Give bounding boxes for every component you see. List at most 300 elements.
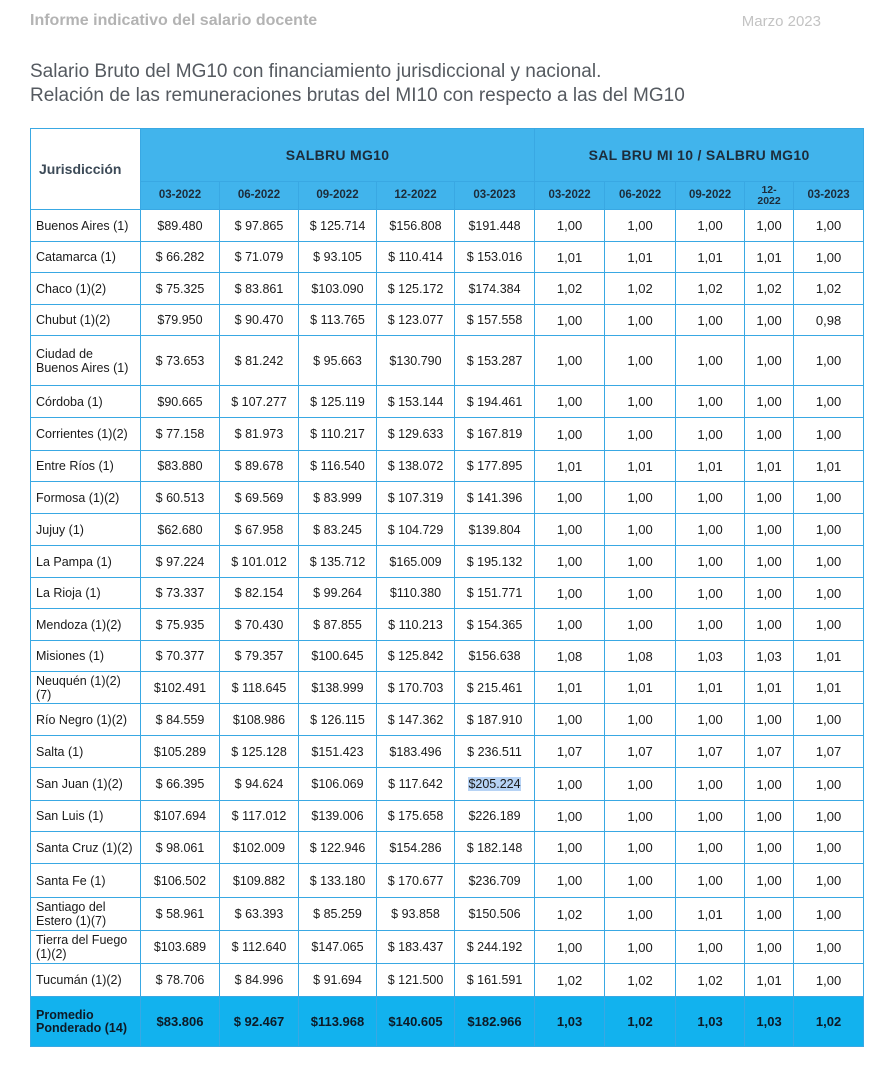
salary-cell xyxy=(141,546,220,578)
ratio-cell: 1,02 xyxy=(605,273,676,305)
average-salary-cell: $83.806 xyxy=(141,997,220,1047)
salary-cell xyxy=(377,704,455,736)
salary-cell xyxy=(377,210,455,242)
ratio-cell: 1,00 xyxy=(745,931,794,964)
salary-value: $ 82.154 xyxy=(234,586,284,600)
salary-value: $ 107.277 xyxy=(231,394,287,409)
salary-value: $ 141.396 xyxy=(466,490,523,505)
salary-value: $62.680 xyxy=(157,522,203,537)
salary-cell xyxy=(377,768,455,801)
salary-cell xyxy=(377,736,455,768)
salary-value: $ 67.958 xyxy=(234,522,284,537)
salary-cell xyxy=(299,864,377,898)
salary-cell xyxy=(220,609,299,641)
ratio-cell: 0,98 xyxy=(794,305,864,336)
ratio-cell: 1,01 xyxy=(605,451,676,482)
salary-cell xyxy=(141,964,220,997)
ratio-cell: 1,01 xyxy=(605,242,676,273)
ratio-cell: 1,07 xyxy=(794,736,864,768)
report-title: Informe indicativo del salario docente xyxy=(30,12,318,29)
ratio-group-header: SAL BRU MI 10 / SALBRU MG10 xyxy=(535,129,864,182)
salary-value: $100.645 xyxy=(311,649,364,663)
table-row xyxy=(31,336,864,386)
salary-value: $ 170.677 xyxy=(387,873,444,888)
salary-cell xyxy=(377,832,455,864)
salary-cell xyxy=(141,210,220,242)
salary-value: $ 116.540 xyxy=(310,459,365,473)
salary-cell xyxy=(377,546,455,578)
table-row xyxy=(31,546,864,578)
table-row xyxy=(31,931,864,964)
average-salary-cell: $113.968 xyxy=(299,997,377,1047)
salary-date-header: 03-2023 xyxy=(455,182,535,210)
salary-cell xyxy=(141,736,220,768)
salary-cell xyxy=(141,801,220,832)
salary-value: $ 110.217 xyxy=(310,427,365,441)
salary-cell xyxy=(377,482,455,514)
salary-cell xyxy=(455,386,535,418)
salary-cell xyxy=(455,482,535,514)
table-row xyxy=(31,386,864,418)
ratio-cell: 1,02 xyxy=(676,964,745,997)
table-row xyxy=(31,672,864,704)
salary-value: $110.380 xyxy=(389,586,442,600)
ratio-cell: 1,00 xyxy=(676,704,745,736)
salary-value: $ 97.865 xyxy=(234,218,284,233)
salary-value: $ 110.213 xyxy=(388,617,443,632)
ratio-cell: 1,00 xyxy=(794,609,864,641)
jurisdiction-name: Corrientes (1)(2) xyxy=(31,418,141,451)
ratio-cell: 1,02 xyxy=(794,273,864,305)
ratio-cell: 1,00 xyxy=(676,931,745,964)
ratio-cell: 1,00 xyxy=(535,386,605,418)
salary-value: $139.804 xyxy=(468,522,521,537)
salary-value: $156.638 xyxy=(468,649,521,663)
salary-group-header: SALBRU MG10 xyxy=(141,129,535,182)
jurisdiction-name: Salta (1) xyxy=(31,736,141,768)
salary-cell xyxy=(141,242,220,273)
salary-cell xyxy=(299,242,377,273)
salary-cell xyxy=(377,386,455,418)
salary-cell xyxy=(455,546,535,578)
salary-value: $ 125.128 xyxy=(231,744,287,759)
salary-value: $183.496 xyxy=(389,744,442,759)
ratio-cell: 1,00 xyxy=(745,386,794,418)
salary-value: $ 151.771 xyxy=(466,586,523,600)
ratio-cell: 1,01 xyxy=(676,242,745,273)
salary-value: $ 63.393 xyxy=(234,907,284,921)
salary-cell xyxy=(299,210,377,242)
ratio-cell: 1,00 xyxy=(676,418,745,451)
salary-value: $ 147.362 xyxy=(387,712,444,727)
salary-cell xyxy=(455,336,535,386)
salary-value: $147.065 xyxy=(311,940,364,954)
ratio-cell: 1,00 xyxy=(745,514,794,546)
ratio-cell: 1,00 xyxy=(676,210,745,242)
average-ratio-cell: 1,03 xyxy=(676,997,745,1047)
salary-value: $103.689 xyxy=(153,940,207,954)
salary-value: $ 183.437 xyxy=(387,940,444,954)
salary-cell xyxy=(299,482,377,514)
salary-cell xyxy=(455,273,535,305)
jurisdiction-name: Tucumán (1)(2) xyxy=(31,964,141,997)
salary-cell xyxy=(377,801,455,832)
ratio-cell: 1,01 xyxy=(745,451,794,482)
ratio-cell: 1,08 xyxy=(535,641,605,672)
jurisdiction-name: Río Negro (1)(2) xyxy=(31,704,141,736)
salary-cell xyxy=(299,273,377,305)
ratio-cell: 1,00 xyxy=(794,578,864,609)
salary-cell xyxy=(141,482,220,514)
salary-cell xyxy=(141,273,220,305)
salary-value: $ 113.765 xyxy=(310,313,365,327)
ratio-cell: 1,00 xyxy=(676,482,745,514)
jurisdiction-name: Córdoba (1) xyxy=(31,386,141,418)
ratio-cell: 1,00 xyxy=(794,768,864,801)
salary-value: $ 125.714 xyxy=(309,218,366,233)
salary-value: $165.009 xyxy=(389,554,442,569)
ratio-cell: 1,00 xyxy=(794,336,864,386)
ratio-cell: 1,00 xyxy=(745,578,794,609)
salary-value: $ 66.282 xyxy=(155,250,205,264)
salary-cell xyxy=(299,609,377,641)
salary-cell xyxy=(299,514,377,546)
salary-cell xyxy=(377,578,455,609)
ratio-cell: 1,00 xyxy=(794,832,864,864)
salary-cell xyxy=(141,609,220,641)
salary-cell xyxy=(220,305,299,336)
ratio-cell: 1,00 xyxy=(605,931,676,964)
jurisdiction-name: Mendoza (1)(2) xyxy=(31,609,141,641)
salary-value: $154.286 xyxy=(389,840,442,855)
salary-value: $ 69.569 xyxy=(234,490,284,505)
salary-value: $106.069 xyxy=(311,777,364,791)
ratio-cell: 1,00 xyxy=(535,305,605,336)
average-salary-cell: $140.605 xyxy=(377,997,455,1047)
salary-cell xyxy=(299,418,377,451)
salary-value: $ 73.337 xyxy=(155,586,205,600)
salary-value: $150.506 xyxy=(468,907,521,921)
salary-value: $ 60.513 xyxy=(155,490,205,505)
salary-cell xyxy=(141,898,220,931)
salary-cell xyxy=(299,931,377,964)
table-row xyxy=(31,898,864,931)
salary-value: $ 107.319 xyxy=(387,490,444,505)
salary-value: $ 58.961 xyxy=(155,907,205,921)
salary-cell xyxy=(141,704,220,736)
salary-value: $107.694 xyxy=(153,809,207,823)
salary-cell xyxy=(377,242,455,273)
jurisdiction-name: San Juan (1)(2) xyxy=(31,768,141,801)
salary-cell xyxy=(455,242,535,273)
salary-value: $138.999 xyxy=(311,680,364,695)
salary-value: $ 71.079 xyxy=(234,250,284,264)
salary-value: $ 117.012 xyxy=(231,809,287,823)
salary-cell xyxy=(299,898,377,931)
ratio-cell: 1,00 xyxy=(605,418,676,451)
salary-value: $130.790 xyxy=(389,353,442,368)
jurisdiction-name: La Pampa (1) xyxy=(31,546,141,578)
ratio-cell: 1,00 xyxy=(745,305,794,336)
salary-value: $ 170.703 xyxy=(387,680,444,695)
jurisdiction-name: Chubut (1)(2) xyxy=(31,305,141,336)
ratio-cell: 1,01 xyxy=(676,672,745,704)
salary-cell xyxy=(377,641,455,672)
salary-value: $ 83.999 xyxy=(313,490,362,505)
ratio-cell: 1,00 xyxy=(745,482,794,514)
salary-cell xyxy=(299,386,377,418)
jurisdiction-name: Entre Ríos (1) xyxy=(31,451,141,482)
jurisdiction-name: San Luis (1) xyxy=(31,801,141,832)
salary-cell xyxy=(141,418,220,451)
salary-cell xyxy=(377,672,455,704)
ratio-cell: 1,00 xyxy=(605,801,676,832)
ratio-cell: 1,00 xyxy=(745,832,794,864)
salary-value: $ 154.365 xyxy=(466,617,523,632)
salary-cell xyxy=(220,801,299,832)
ratio-cell: 1,00 xyxy=(676,336,745,386)
ratio-cell: 1,00 xyxy=(535,704,605,736)
average-ratio-cell: 1,02 xyxy=(794,997,864,1047)
jurisdiction-name: La Rioja (1) xyxy=(31,578,141,609)
salary-cell xyxy=(377,609,455,641)
table-row xyxy=(31,451,864,482)
salary-cell xyxy=(141,641,220,672)
salary-cell xyxy=(220,931,299,964)
salary-cell xyxy=(455,609,535,641)
salary-cell xyxy=(220,451,299,482)
ratio-cell: 1,00 xyxy=(794,386,864,418)
table-row xyxy=(31,736,864,768)
ratio-cell: 1,00 xyxy=(605,768,676,801)
ratio-cell: 1,00 xyxy=(605,210,676,242)
ratio-cell: 1,00 xyxy=(676,546,745,578)
salary-cell xyxy=(377,898,455,931)
ratio-date-header: 06-2022 xyxy=(605,182,676,210)
average-label: Promedio Ponderado (14) xyxy=(31,997,141,1047)
salary-cell xyxy=(299,768,377,801)
table-row xyxy=(31,418,864,451)
salary-cell xyxy=(220,768,299,801)
ratio-cell: 1,07 xyxy=(745,736,794,768)
salary-cell xyxy=(455,832,535,864)
table-row xyxy=(31,482,864,514)
salary-cell xyxy=(220,704,299,736)
ratio-cell: 1,00 xyxy=(605,482,676,514)
ratio-cell: 1,02 xyxy=(535,898,605,931)
jurisdiction-header: Jurisdicción xyxy=(31,129,141,210)
ratio-cell: 1,03 xyxy=(745,641,794,672)
salary-value: $102.009 xyxy=(232,840,286,855)
ratio-cell: 1,00 xyxy=(605,898,676,931)
ratio-cell: 1,00 xyxy=(676,832,745,864)
jurisdiction-name: Santa Cruz (1)(2) xyxy=(31,832,141,864)
ratio-cell: 1,01 xyxy=(745,964,794,997)
table-row xyxy=(31,704,864,736)
average-salary-cell: $ 92.467 xyxy=(220,997,299,1047)
ratio-cell: 1,00 xyxy=(794,514,864,546)
ratio-cell: 1,00 xyxy=(676,801,745,832)
salary-value: $ 84.996 xyxy=(234,973,284,987)
salary-cell xyxy=(455,964,535,997)
salary-value: $ 157.558 xyxy=(466,313,523,327)
salary-value: $ 118.645 xyxy=(231,680,287,695)
salary-cell xyxy=(220,736,299,768)
salary-value: $ 98.061 xyxy=(155,840,205,855)
ratio-cell: 1,00 xyxy=(794,210,864,242)
salary-value: $ 95.663 xyxy=(313,353,362,368)
ratio-cell: 1,00 xyxy=(605,336,676,386)
salary-value: $ 101.012 xyxy=(231,554,287,569)
salary-cell xyxy=(299,451,377,482)
ratio-cell: 1,02 xyxy=(535,964,605,997)
salary-value: $151.423 xyxy=(311,744,364,759)
salary-cell xyxy=(377,864,455,898)
ratio-cell: 1,07 xyxy=(535,736,605,768)
salary-value: $205.224 xyxy=(468,777,521,791)
table-row xyxy=(31,964,864,997)
salary-value: $226.189 xyxy=(468,809,521,823)
salary-cell xyxy=(220,514,299,546)
salary-cell xyxy=(377,305,455,336)
salary-value: $103.090 xyxy=(311,281,364,296)
salary-value: $ 161.591 xyxy=(466,973,523,987)
salary-cell xyxy=(455,514,535,546)
salary-cell xyxy=(299,641,377,672)
salary-cell xyxy=(220,242,299,273)
salary-cell xyxy=(299,546,377,578)
salary-date-header: 12-2022 xyxy=(377,182,455,210)
jurisdiction-name: Formosa (1)(2) xyxy=(31,482,141,514)
salary-cell xyxy=(141,931,220,964)
ratio-cell: 1,00 xyxy=(535,336,605,386)
ratio-cell: 1,00 xyxy=(535,210,605,242)
salary-cell xyxy=(377,964,455,997)
ratio-cell: 1,00 xyxy=(605,386,676,418)
ratio-cell: 1,00 xyxy=(605,704,676,736)
salary-cell xyxy=(141,832,220,864)
ratio-cell: 1,00 xyxy=(745,898,794,931)
table-row xyxy=(31,768,864,801)
salary-value: $89.480 xyxy=(157,218,203,233)
salary-value: $ 81.973 xyxy=(234,427,284,441)
salary-cell xyxy=(220,210,299,242)
ratio-cell: 1,00 xyxy=(745,704,794,736)
salary-date-header: 09-2022 xyxy=(299,182,377,210)
salary-value: $ 110.414 xyxy=(388,250,443,264)
salary-cell xyxy=(220,418,299,451)
salary-value: $105.289 xyxy=(153,744,207,759)
jurisdiction-name: Neuquén (1)(2)(7) xyxy=(31,672,141,704)
ratio-cell: 1,00 xyxy=(676,609,745,641)
ratio-cell: 1,08 xyxy=(605,641,676,672)
salary-value: $ 94.624 xyxy=(234,777,284,791)
salary-value: $ 70.377 xyxy=(155,649,205,663)
salary-value: $139.006 xyxy=(311,809,364,823)
ratio-cell: 1,00 xyxy=(535,514,605,546)
salary-cell xyxy=(377,514,455,546)
ratio-date-header: 09-2022 xyxy=(676,182,745,210)
salary-value: $ 129.633 xyxy=(387,427,444,441)
salary-value: $ 195.132 xyxy=(466,554,523,569)
salary-value: $108.986 xyxy=(232,712,286,727)
average-row xyxy=(31,997,864,1047)
ratio-cell: 1,00 xyxy=(794,704,864,736)
salary-cell xyxy=(220,898,299,931)
salary-value: $ 125.842 xyxy=(387,649,444,663)
salary-value: $ 133.180 xyxy=(309,873,366,888)
salary-value: $ 97.224 xyxy=(155,554,205,569)
jurisdiction-name: Buenos Aires (1) xyxy=(31,210,141,242)
ratio-cell: 1,02 xyxy=(745,273,794,305)
ratio-cell: 1,00 xyxy=(745,609,794,641)
ratio-cell: 1,01 xyxy=(605,672,676,704)
ratio-cell: 1,00 xyxy=(745,210,794,242)
salary-cell xyxy=(220,964,299,997)
ratio-date-header: 03-2022 xyxy=(535,182,605,210)
salary-value: $ 81.242 xyxy=(234,353,284,368)
salary-cell xyxy=(455,768,535,801)
salary-cell xyxy=(455,801,535,832)
ratio-cell: 1,00 xyxy=(794,801,864,832)
salary-value: $ 167.819 xyxy=(466,427,523,441)
ratio-cell: 1,00 xyxy=(605,609,676,641)
salary-cell xyxy=(377,451,455,482)
salary-value: $ 153.144 xyxy=(387,394,444,409)
ratio-cell: 1,01 xyxy=(676,451,745,482)
salary-value: $ 79.357 xyxy=(234,649,284,663)
jurisdiction-name: Misiones (1) xyxy=(31,641,141,672)
subtitle-line-2: Relación de las remuneraciones brutas del MI10 con respecto a las del MG10 xyxy=(30,85,685,106)
salary-value: $ 135.712 xyxy=(309,554,366,569)
table-row xyxy=(31,832,864,864)
ratio-cell: 1,01 xyxy=(794,641,864,672)
jurisdiction-name: Santiago del Estero (1)(7) xyxy=(31,898,141,931)
table-body xyxy=(31,210,864,1047)
table-row xyxy=(31,641,864,672)
salary-value: $236.709 xyxy=(468,873,521,888)
salary-cell xyxy=(141,864,220,898)
ratio-cell: 1,00 xyxy=(676,514,745,546)
salary-value: $90.665 xyxy=(157,394,203,409)
ratio-cell: 1,03 xyxy=(676,641,745,672)
salary-value: $ 83.861 xyxy=(234,281,284,296)
ratio-cell: 1,00 xyxy=(535,609,605,641)
salary-cell xyxy=(141,336,220,386)
salary-value: $ 90.470 xyxy=(234,313,284,327)
salary-cell xyxy=(141,672,220,704)
salary-cell xyxy=(141,514,220,546)
salary-value: $106.502 xyxy=(153,873,207,888)
ratio-cell: 1,01 xyxy=(676,898,745,931)
salary-value: $156.808 xyxy=(389,218,442,233)
ratio-cell: 1,02 xyxy=(676,273,745,305)
salary-cell xyxy=(377,418,455,451)
ratio-cell: 1,00 xyxy=(676,864,745,898)
salary-value: $ 194.461 xyxy=(466,394,523,409)
subtitle-line-1: Salario Bruto del MG10 con financiamiento jurisdiccional y nacional. xyxy=(30,61,602,82)
salary-cell xyxy=(220,578,299,609)
salary-value: $ 236.511 xyxy=(467,744,522,759)
salary-value: $ 125.119 xyxy=(310,394,365,409)
ratio-date-header: 03-2023 xyxy=(794,182,864,210)
ratio-cell: 1,00 xyxy=(745,546,794,578)
salary-cell xyxy=(377,273,455,305)
ratio-cell: 1,00 xyxy=(794,898,864,931)
salary-value: $174.384 xyxy=(468,281,521,296)
table-row xyxy=(31,801,864,832)
average-salary-cell: $182.966 xyxy=(455,997,535,1047)
